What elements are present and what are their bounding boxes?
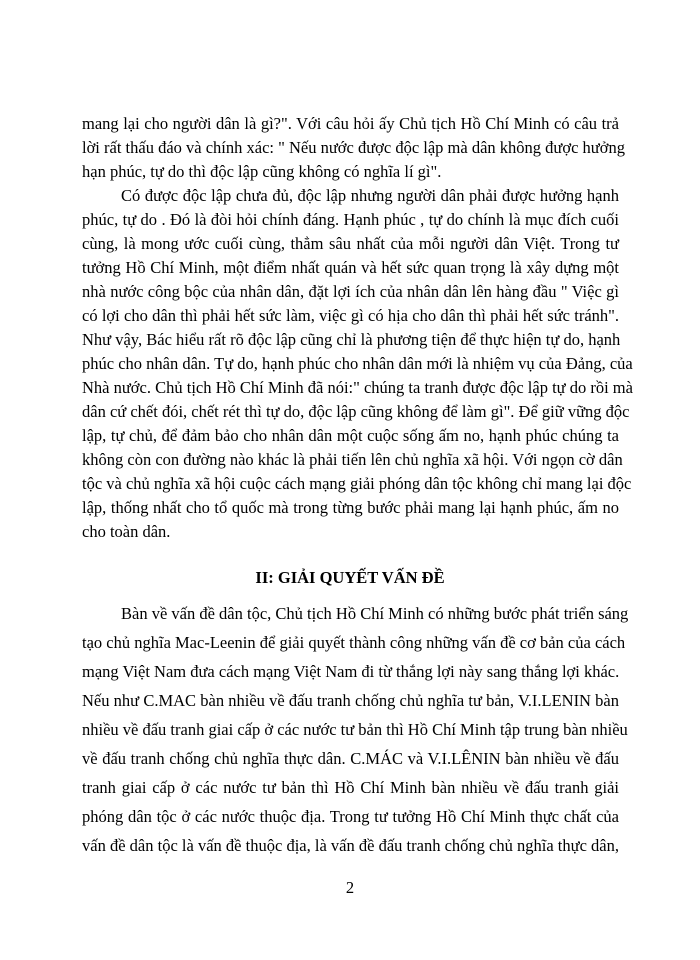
paragraph-line: dân cứ chết đói, chết rét thì tự do, độc lập cũng không để làm gì". Để giữ vững độc bbox=[82, 402, 630, 421]
paragraph-line: cùng, là mong ước cuối cùng, thẳm sâu nhất của mỗi người dân Việt. Trong tư bbox=[82, 234, 619, 253]
paragraph-line: không còn con đường nào khác là phải tiến lên chủ nghĩa xã hội. Với ngọn cờ dân bbox=[82, 450, 623, 469]
paragraph-line: Nếu như C.MAC bàn nhiều về đấu tranh chống chủ nghĩa tư bản, V.I.LENIN bàn bbox=[82, 691, 619, 710]
paragraph-line: có lợi cho dân thì phải hết sức làm, việc gì có hịa cho dân thì phải hết sức tránh". bbox=[82, 306, 619, 325]
paragraph-line: Bàn về vấn đề dân tộc, Chủ tịch Hồ Chí Minh có những bước phát triển sáng bbox=[121, 604, 629, 623]
paragraph-line: mang lại cho người dân là gì?". Với câu hỏi ấy Chủ tịch Hồ Chí Minh có câu trả bbox=[82, 114, 619, 133]
paragraph-line: cho toàn dân. bbox=[82, 522, 171, 541]
page-number: 2 bbox=[345, 878, 355, 897]
paragraph-line: lập, thống nhất cho tổ quốc mà trong từng bước phải mang lại hạnh phúc, ấm no bbox=[82, 498, 619, 517]
paragraph-line: nhiều về đấu tranh giai cấp ở các nước tư bản thì Hồ Chí Minh tập trung bàn nhiều bbox=[82, 720, 628, 739]
paragraph-line: lời rất thấu đáo và chính xác: " Nếu nước được độc lập mà dân không được hưởng bbox=[82, 138, 625, 157]
paragraph-line: Như vậy, Bác hiểu rất rõ độc lập cũng chỉ là phương tiện để thực hiện tự do, hạnh bbox=[82, 330, 621, 349]
paragraph-line: Có được độc lập chưa đủ, độc lập nhưng người dân phải được hưởng hạnh bbox=[121, 186, 619, 205]
paragraph-line: phóng dân tộc ở các nước thuộc địa. Trong tư tưởng Hồ Chí Minh thực chất của bbox=[82, 807, 619, 826]
paragraph-line: phúc cho nhân dân. Tự do, hạnh phúc cho nhân dân mới là nhiệm vụ của Đảng, của bbox=[82, 354, 633, 373]
paragraph-line: tưởng Hồ Chí Minh, một điểm nhất quán và hết sức quan trọng là xây dựng một bbox=[82, 258, 619, 277]
paragraph-line: mạng Việt Nam đưa cách mạng Việt Nam đi từ thắng lợi này sang thắng lợi khác. bbox=[82, 662, 620, 681]
paragraph-line: lập, tự chủ, để đảm bảo cho nhân dân một cuộc sống ấm no, hạnh phúc chúng ta bbox=[82, 426, 619, 445]
paragraph-line: tạo chủ nghĩa Mac-Leenin để giải quyết thành công những vấn đề cơ bản của cách bbox=[82, 633, 626, 652]
paragraph-line: phúc, tự do . Đó là đòi hỏi chính đáng. Hạnh phúc , tự do chính là mục đích cuối bbox=[82, 210, 619, 229]
section-heading: II: GIẢI QUYẾT VẤN ĐỀ bbox=[255, 568, 445, 587]
paragraph-line: nhà nước công bộc của nhân dân, đặt lợi ích của nhân dân lên hàng đầu " Việc gì bbox=[82, 282, 619, 301]
paragraph-line: vấn đề dân tộc là vấn đề thuộc địa, là vấn đề đấu tranh chống chủ nghĩa thực dân, bbox=[82, 836, 619, 855]
paragraph-line: về đấu tranh chống chủ nghĩa thực dân. C.MÁC và V.I.LÊNIN bàn nhiều về đấu bbox=[82, 749, 619, 768]
paragraph-line: tộc và chủ nghĩa xã hội cuộc cách mạng giải phóng dân tộc không chỉ mang lại độc bbox=[82, 474, 632, 493]
paragraph-line: hạn phúc, tự do thì độc lập cũng không có nghĩa lí gì". bbox=[82, 162, 442, 181]
paragraph-line: tranh giai cấp ở các nước tư bản thì Hồ Chí Minh bàn nhiều về đấu tranh giải bbox=[82, 778, 619, 797]
paragraph-line: Nhà nước. Chủ tịch Hồ Chí Minh đã nói:" chúng ta tranh được độc lập tự do rồi mà bbox=[82, 378, 633, 397]
